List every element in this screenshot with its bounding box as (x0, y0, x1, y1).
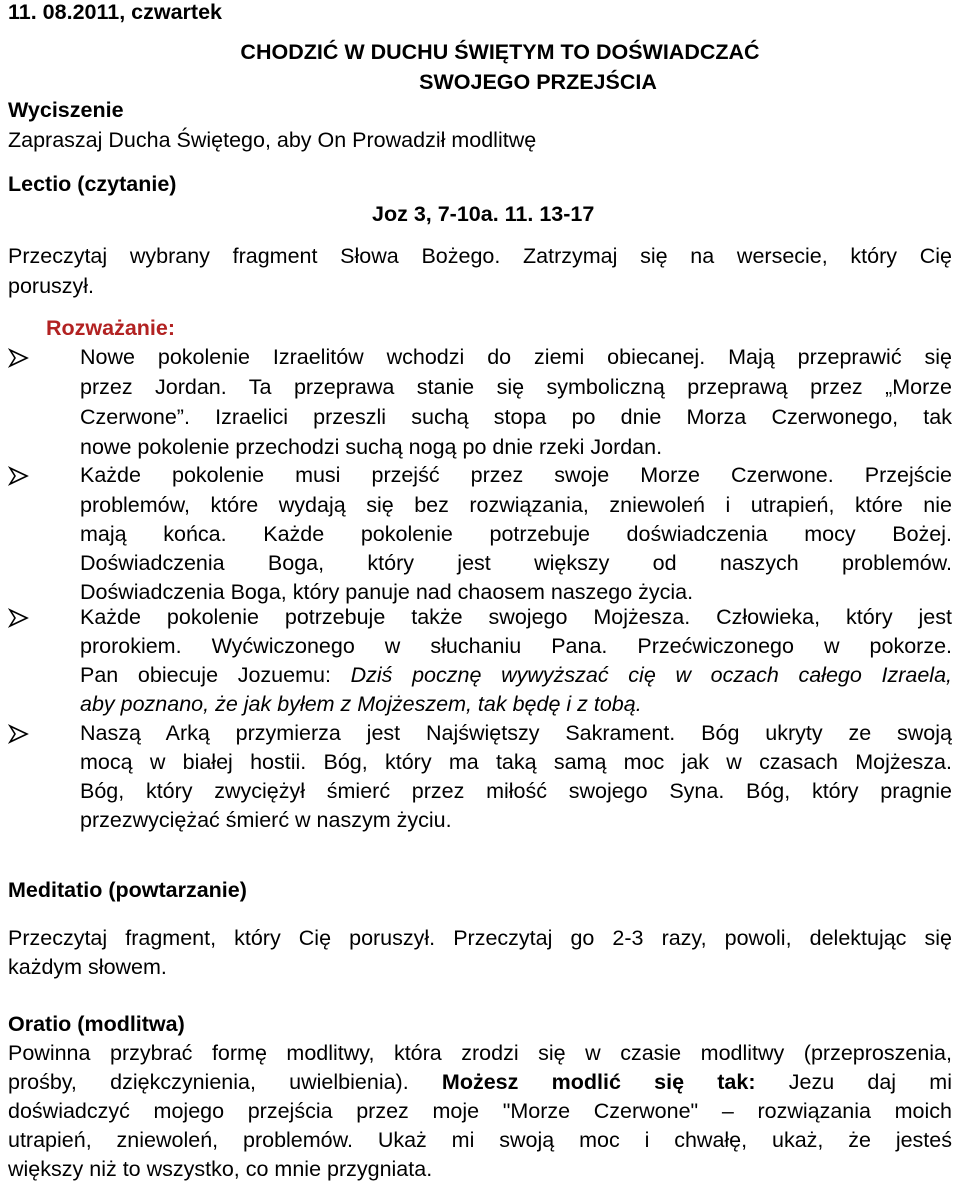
bullet-4-line-4: przezwyciężać śmierć w naszym życiu. (80, 808, 452, 832)
oratio-line-3: doświadczyć mojego przejścia przez moje "Morze Czerwone" – rozwiązania moich (8, 1099, 952, 1123)
oratio-line-4: utrapień, zniewoleń, problemów. Ukaż mi swoją moc i chwałę, ukaż, że jesteś (8, 1128, 952, 1152)
meditatio-line-1: Przeczytaj fragment, który Cię poruszył. Przeczytaj go 2-3 razy, powoli, delektując się (8, 926, 952, 950)
scripture-reference: Joz 3, 7-10a. 11. 13-17 (372, 202, 595, 226)
bullet-2-line-2: problemów, które wydają się bez rozwiązania, zniewoleń i utrapień, które nie (80, 493, 952, 517)
bullet-3-line-4-quote: aby poznano, że jak byłem z Mojżeszem, tak będę i z tobą. (80, 692, 642, 716)
oratio-line-2-plain: prośby, dziękczynienia, uwielbienia). (8, 1070, 442, 1094)
silence-text: Zapraszaj Ducha Świętego, aby On Prowadził modlitwę (8, 128, 537, 152)
title-line-1: CHODZIĆ W DUCHU ŚWIĘTYM TO DOŚWIADCZAĆ (240, 40, 760, 64)
bullet-4-line-3: Bóg, który zwyciężył śmierć przez miłość swojego Syna. Bóg, który pragnie (80, 779, 952, 803)
bullet-2-line-4: Doświadczenia Boga, który jest większy od naszych problemów. (80, 551, 952, 575)
oratio-line-5: większy niż to wszystko, co mnie przygniata. (8, 1157, 433, 1181)
oratio-prayer-intro: Możesz modlić się tak: (441, 1070, 756, 1094)
arrow-bullet-icon (8, 466, 30, 486)
arrow-bullet-icon (8, 724, 30, 744)
bullet-3-line-3 (80, 663, 952, 688)
lectio-line-2: poruszył. (8, 274, 95, 298)
bullet-1-line-4: nowe pokolenie przechodzi suchą nogą po dnie rzeki Jordan. (80, 435, 663, 459)
oratio-line-2-rest: Jezu daj mi (755, 1070, 952, 1094)
bullet-2-line-1: Każde pokolenie musi przejść przez swoje Morze Czerwone. Przejście (80, 463, 952, 487)
lectio-heading: Lectio (czytanie) (8, 172, 177, 196)
bullet-3-line-3-plain: Pan obiecuje Jozuemu: (80, 663, 351, 687)
bullet-3-line-1: Każde pokolenie potrzebuje także swojego Mojżesza. Człowieka, który jest (80, 605, 952, 629)
bullet-1-line-3: Czerwone”. Izraelici przeszli suchą stopa po dnie Morza Czerwonego, tak (80, 405, 952, 429)
reflection-heading: Rozważanie: (46, 316, 176, 340)
title-line-2: SWOJEGO PRZEJŚCIA (419, 70, 657, 94)
arrow-bullet-icon (8, 348, 30, 368)
bullet-4-line-1: Naszą Arką przymierza jest Najświętszy Sakrament. Bóg ukryty ze swoją (80, 721, 952, 745)
bullet-3-line-3-quote: Dziś pocznę wywyższać cię w oczach całego Izraela, (350, 663, 953, 687)
bullet-3-line-2: prorokiem. Wyćwiczonego w słuchaniu Pana. Przećwiczonego w pokorze. (80, 634, 952, 658)
arrow-bullet-icon (8, 608, 30, 628)
bullet-1-line-2: przez Jordan. Ta przeprawa stanie się symboliczną przeprawą przez „Morze (80, 375, 952, 399)
oratio-heading: Oratio (modlitwa) (8, 1012, 185, 1036)
oratio-line-2 (8, 1070, 952, 1095)
bullet-2-line-3: mają końca. Każde pokolenie potrzebuje doświadczenia mocy Bożej. (80, 522, 952, 546)
lectio-line-1: Przeczytaj wybrany fragment Słowa Bożego. Zatrzymaj się na wersecie, który Cię (8, 244, 952, 268)
meditatio-heading: Meditatio (powtarzanie) (8, 878, 247, 902)
oratio-line-1: Powinna przybrać formę modlitwy, która zrodzi się w czasie modlitwy (przeproszenia, (8, 1041, 952, 1065)
bullet-4-line-2: mocą w białej hostii. Bóg, który ma taką samą moc jak w czasach Mojżesza. (80, 750, 952, 774)
silence-heading: Wyciszenie (8, 98, 124, 122)
bullet-2-line-5: Doświadczenia Boga, który panuje nad chaosem naszego życia. (80, 580, 694, 604)
bullet-1-line-1: Nowe pokolenie Izraelitów wchodzi do ziemi obiecanej. Mają przeprawić się (80, 345, 952, 369)
meditatio-line-2: każdym słowem. (8, 955, 167, 979)
date-line: 11. 08.2011, czwartek (8, 0, 222, 24)
